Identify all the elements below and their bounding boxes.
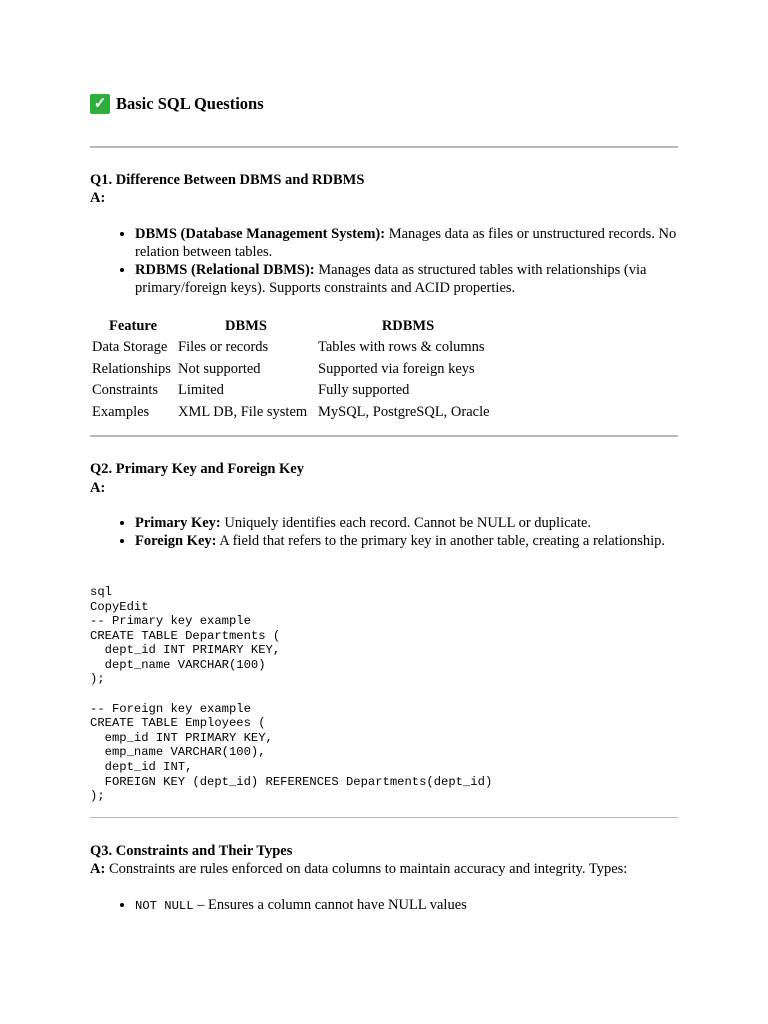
table-cell: Supported via foreign keys (318, 360, 475, 377)
list-item (135, 896, 681, 915)
code-language-label: sql (90, 585, 112, 599)
table-cell: Constraints (92, 382, 159, 399)
q3-title: Q3. Constraints and Their Types (90, 843, 293, 859)
section-heading (90, 94, 264, 114)
table-cell: Examples (92, 404, 150, 421)
table-cell: Files or records (178, 339, 269, 356)
q2-bullet-list (90, 514, 681, 550)
bullet-term: DBMS (Database Management System): (135, 226, 386, 242)
table-cell: Data Storage (92, 339, 168, 356)
table-row (90, 359, 500, 381)
bullet-text: Manages data as files or unstructured records. No relation between tables. (135, 226, 677, 260)
copy-edit-button[interactable]: CopyEdit (90, 600, 149, 614)
q3-answer-label: A: (90, 861, 106, 877)
divider (90, 817, 678, 818)
table-row (90, 380, 500, 402)
table-header-cell: Feature (108, 317, 158, 334)
divider (90, 146, 678, 148)
list-item (135, 261, 681, 297)
list-item (135, 514, 681, 532)
table-header-cell: RDBMS (381, 317, 435, 334)
list-item (135, 225, 681, 261)
table-header-row (90, 315, 500, 337)
table-cell: Not supported (178, 360, 261, 377)
divider (90, 435, 678, 437)
q1-answer-label: A: (90, 190, 106, 206)
list-item (135, 532, 681, 550)
table-row (90, 337, 500, 359)
q2-answer-label: A: (90, 480, 106, 496)
table-row (90, 402, 500, 424)
q2-title: Q2. Primary Key and Foreign Key (90, 461, 304, 477)
table-cell: Limited (178, 382, 224, 399)
table-cell: Tables with rows & columns (318, 339, 485, 356)
code-block: -- Primary key example CREATE TABLE Departments ( dept_id INT PRIMARY KEY, dept_name VARCHAR(100) ); -- Foreign key example CREATE TABLE Employees ( emp_id INT PRIMARY KEY, emp_name VARCHAR(100), dept_id INT, FOREIGN KEY (dept_id) REFERENCES Departments(dept_id) ); (90, 614, 493, 804)
table-header-cell: DBMS (225, 317, 267, 334)
bullet-text: Uniquely identifies each record. Cannot be NULL or duplicate. (220, 515, 592, 531)
table-cell: MySQL, PostgreSQL, Oracle (318, 404, 490, 421)
constraint-code: NOT NULL (135, 899, 194, 913)
bullet-term: Foreign Key: (135, 533, 217, 549)
q3-answer (90, 860, 627, 878)
q3-answer-text: Constraints are rules enforced on data columns to maintain accuracy and integrity. Types: (105, 861, 628, 877)
bullet-text: A field that refers to the primary key in another table, creating a relationship. (216, 533, 666, 549)
q3-bullet-list (90, 896, 681, 915)
comparison-table (90, 315, 500, 423)
check-mark-icon: ✓ (90, 94, 110, 114)
table-cell: Relationships (92, 360, 171, 377)
table-cell: Fully supported (318, 382, 410, 399)
q1-bullet-list (90, 225, 681, 297)
bullet-term: RDBMS (Relational DBMS): (135, 262, 315, 278)
section-title: Basic SQL Questions (116, 94, 264, 113)
bullet-term: Primary Key: (135, 515, 221, 531)
bullet-text: – Ensures a column cannot have NULL values (193, 897, 467, 913)
bullet-text: Manages data as structured tables with relationships (via primary/foreign keys). Supports constraints and ACID properties. (135, 262, 647, 296)
q1-title: Q1. Difference Between DBMS and RDBMS (90, 172, 365, 188)
table-cell: XML DB, File system (178, 404, 308, 421)
